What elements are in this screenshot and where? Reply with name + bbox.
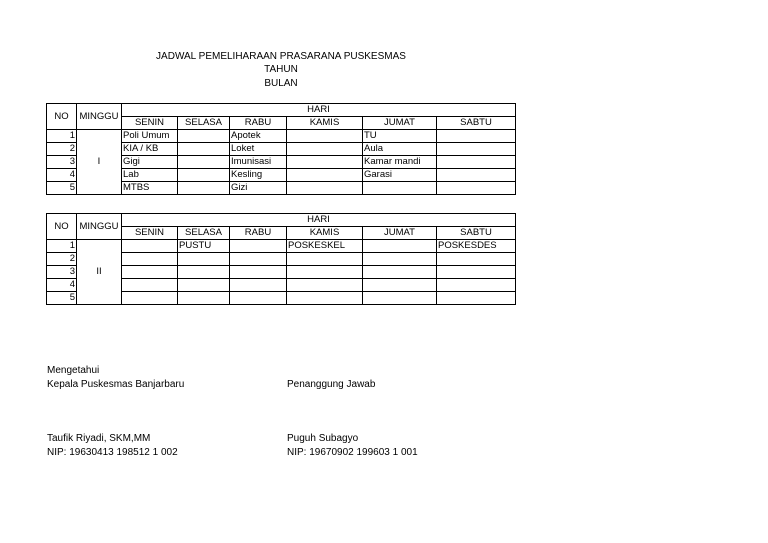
header-day-jumat: JUMAT bbox=[363, 227, 437, 240]
cell-rabu bbox=[230, 279, 287, 292]
cell-rabu: Gizi bbox=[230, 182, 287, 195]
header-day-kamis: KAMIS bbox=[287, 117, 363, 130]
header-day-senin: SENIN bbox=[122, 117, 178, 130]
row-number: 5 bbox=[47, 182, 77, 195]
cell-sabtu bbox=[437, 292, 516, 305]
header-no: NO bbox=[47, 214, 77, 240]
cell-sabtu bbox=[437, 130, 516, 143]
table-row bbox=[47, 240, 516, 253]
acknowledged-label: Mengetahui bbox=[47, 365, 100, 376]
cell-kamis bbox=[287, 130, 363, 143]
cell-selasa bbox=[178, 266, 230, 279]
cell-senin bbox=[122, 240, 178, 253]
week-label: I bbox=[77, 130, 122, 195]
schedule-table-week-1 bbox=[46, 103, 516, 195]
cell-senin: Lab bbox=[122, 169, 178, 182]
cell-selasa bbox=[178, 279, 230, 292]
cell-senin bbox=[122, 253, 178, 266]
cell-jumat bbox=[363, 279, 437, 292]
cell-jumat bbox=[363, 182, 437, 195]
cell-selasa bbox=[178, 253, 230, 266]
cell-senin bbox=[122, 266, 178, 279]
cell-kamis bbox=[287, 253, 363, 266]
header-day-jumat: JUMAT bbox=[363, 117, 437, 130]
cell-sabtu bbox=[437, 169, 516, 182]
cell-selasa bbox=[178, 182, 230, 195]
header-day-sabtu: SABTU bbox=[437, 117, 516, 130]
cell-kamis bbox=[287, 182, 363, 195]
cell-rabu: Kesling bbox=[230, 169, 287, 182]
cell-sabtu bbox=[437, 279, 516, 292]
year-label: TAHUN bbox=[264, 64, 298, 75]
row-number: 5 bbox=[47, 292, 77, 305]
cell-sabtu bbox=[437, 266, 516, 279]
cell-rabu: Imunisasi bbox=[230, 156, 287, 169]
header-day-rabu: RABU bbox=[230, 117, 287, 130]
row-number: 3 bbox=[47, 266, 77, 279]
header-day-sabtu: SABTU bbox=[437, 227, 516, 240]
cell-rabu: Apotek bbox=[230, 130, 287, 143]
row-number: 1 bbox=[47, 240, 77, 253]
cell-selasa: PUSTU bbox=[178, 240, 230, 253]
cell-rabu bbox=[230, 292, 287, 305]
cell-senin bbox=[122, 279, 178, 292]
row-number: 1 bbox=[47, 130, 77, 143]
cell-jumat: Aula bbox=[363, 143, 437, 156]
row-number: 4 bbox=[47, 169, 77, 182]
cell-sabtu bbox=[437, 182, 516, 195]
cell-rabu bbox=[230, 266, 287, 279]
responsible-nip: NIP: 19670902 199603 1 001 bbox=[287, 447, 418, 458]
header-day-selasa: SELASA bbox=[178, 227, 230, 240]
cell-senin: KIA / KB bbox=[122, 143, 178, 156]
week-label: II bbox=[77, 240, 122, 305]
cell-sabtu bbox=[437, 253, 516, 266]
row-number: 3 bbox=[47, 156, 77, 169]
cell-kamis bbox=[287, 266, 363, 279]
cell-kamis bbox=[287, 156, 363, 169]
cell-kamis bbox=[287, 279, 363, 292]
cell-jumat: Kamar mandi bbox=[363, 156, 437, 169]
cell-sabtu bbox=[437, 143, 516, 156]
cell-sabtu bbox=[437, 156, 516, 169]
header-day-group: HARI bbox=[122, 214, 516, 227]
cell-rabu bbox=[230, 240, 287, 253]
cell-senin: Poli Umum bbox=[122, 130, 178, 143]
header-week: MINGGU bbox=[77, 104, 122, 130]
cell-kamis: POSKESKEL bbox=[287, 240, 363, 253]
document-title: JADWAL PEMELIHARAAN PRASARANA PUSKESMAS bbox=[156, 51, 406, 62]
cell-senin: MTBS bbox=[122, 182, 178, 195]
header-day-senin: SENIN bbox=[122, 227, 178, 240]
head-name: Taufik Riyadi, SKM,MM bbox=[47, 433, 151, 444]
cell-jumat bbox=[363, 240, 437, 253]
head-title: Kepala Puskesmas Banjarbaru bbox=[47, 379, 185, 390]
responsible-title: Penanggung Jawab bbox=[287, 379, 376, 390]
cell-jumat: TU bbox=[363, 130, 437, 143]
header-week: MINGGU bbox=[77, 214, 122, 240]
cell-senin: Gigi bbox=[122, 156, 178, 169]
cell-jumat: Garasi bbox=[363, 169, 437, 182]
cell-rabu: Loket bbox=[230, 143, 287, 156]
cell-rabu bbox=[230, 253, 287, 266]
cell-sabtu: POSKESDES bbox=[437, 240, 516, 253]
cell-selasa bbox=[178, 292, 230, 305]
cell-senin bbox=[122, 292, 178, 305]
row-number: 4 bbox=[47, 279, 77, 292]
header-day-group: HARI bbox=[122, 104, 516, 117]
cell-kamis bbox=[287, 292, 363, 305]
cell-selasa bbox=[178, 169, 230, 182]
header-day-kamis: KAMIS bbox=[287, 227, 363, 240]
header-day-selasa: SELASA bbox=[178, 117, 230, 130]
cell-jumat bbox=[363, 266, 437, 279]
cell-jumat bbox=[363, 253, 437, 266]
cell-selasa bbox=[178, 156, 230, 169]
responsible-name: Puguh Subagyo bbox=[287, 433, 359, 444]
row-number: 2 bbox=[47, 143, 77, 156]
cell-jumat bbox=[363, 292, 437, 305]
cell-selasa bbox=[178, 143, 230, 156]
schedule-table-week-2 bbox=[46, 213, 516, 305]
cell-kamis bbox=[287, 169, 363, 182]
month-label: BULAN bbox=[264, 78, 298, 89]
head-nip: NIP: 19630413 198512 1 002 bbox=[47, 447, 178, 458]
header-day-rabu: RABU bbox=[230, 227, 287, 240]
table-row bbox=[47, 130, 516, 143]
cell-kamis bbox=[287, 143, 363, 156]
row-number: 2 bbox=[47, 253, 77, 266]
header-no: NO bbox=[47, 104, 77, 130]
cell-selasa bbox=[178, 130, 230, 143]
